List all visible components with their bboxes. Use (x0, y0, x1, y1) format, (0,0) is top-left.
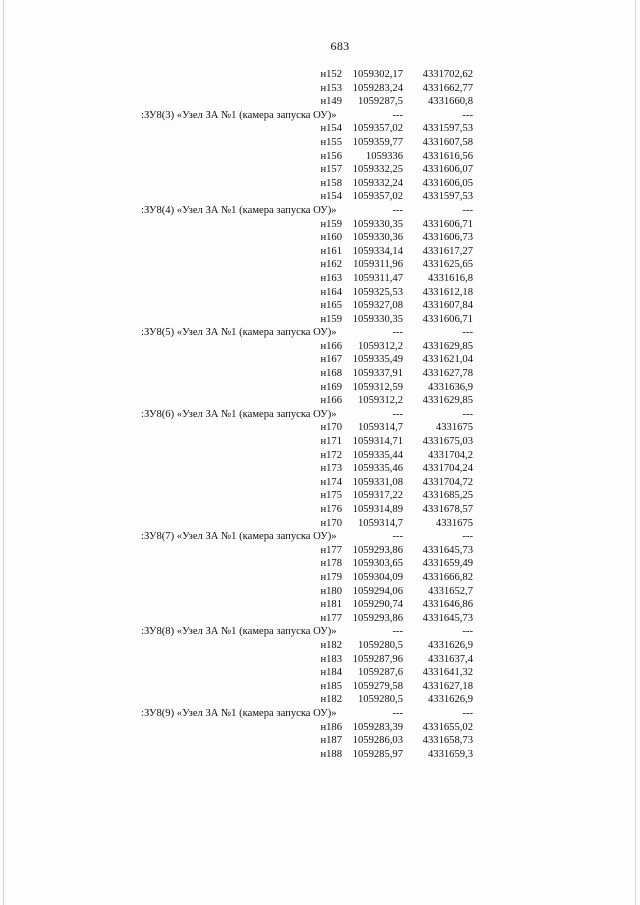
coordinate-row (0, 585, 640, 599)
coordinate-row (0, 299, 640, 313)
point-id: н177 (320, 544, 342, 556)
x-coordinate: 1059286,03 (352, 735, 403, 747)
y-coordinate: 4331625,65 (422, 259, 473, 271)
point-id: н154 (320, 123, 342, 135)
coordinate-row (0, 612, 640, 626)
y-coordinate: --- (462, 109, 473, 121)
y-coordinate: 4331645,73 (422, 612, 473, 624)
point-id: н182 (320, 639, 342, 651)
point-id: н181 (320, 599, 342, 611)
x-coordinate: 1059357,02 (352, 123, 403, 135)
coordinate-row (0, 639, 640, 653)
coordinate-row (0, 286, 640, 300)
coordinate-row (0, 693, 640, 707)
point-id: н155 (320, 136, 342, 148)
y-coordinate: 4331702,62 (422, 69, 473, 80)
y-coordinate: 4331597,53 (422, 191, 473, 203)
x-coordinate: --- (392, 204, 403, 216)
y-coordinate: 4331636,9 (427, 381, 473, 393)
y-coordinate: 4331660,8 (427, 96, 473, 108)
section-label: :ЗУ8(8) «Узел ЗА №1 (камера запуска ОУ)» (141, 626, 337, 638)
x-coordinate: 1059331,08 (352, 476, 403, 488)
x-coordinate: 1059335,46 (352, 463, 403, 475)
y-coordinate: 4331606,05 (422, 177, 473, 189)
point-id: н182 (320, 694, 342, 706)
point-id: н172 (320, 449, 342, 461)
point-id: н159 (320, 218, 342, 230)
coordinate-row (0, 122, 640, 136)
section-label: :ЗУ8(6) «Узел ЗА №1 (камера запуска ОУ)» (141, 408, 337, 420)
y-coordinate: 4331616,8 (427, 272, 473, 284)
point-id: н158 (320, 177, 342, 189)
coordinate-row (0, 666, 640, 680)
point-id: н156 (320, 150, 342, 162)
coordinate-row (0, 449, 640, 463)
x-coordinate: 1059293,86 (352, 544, 403, 556)
x-coordinate: 1059332,25 (352, 164, 403, 176)
coordinate-row (0, 421, 640, 435)
point-id: н175 (320, 490, 342, 502)
coordinate-row (0, 394, 640, 408)
coordinate-row (0, 748, 640, 762)
x-coordinate: 1059287,5 (357, 96, 403, 108)
y-coordinate: 4331621,04 (422, 354, 473, 366)
x-coordinate: 1059312,59 (352, 381, 403, 393)
y-coordinate: 4331606,73 (422, 232, 473, 244)
point-id: н185 (320, 680, 342, 692)
x-coordinate: 1059314,7 (357, 517, 403, 529)
y-coordinate: 4331612,18 (422, 286, 473, 298)
y-coordinate: --- (462, 204, 473, 216)
x-coordinate: 1059285,97 (352, 748, 403, 760)
y-coordinate: 4331659,3 (427, 748, 473, 760)
coordinate-row (0, 598, 640, 612)
coordinate-row (0, 258, 640, 272)
point-id: н153 (320, 82, 342, 94)
coordinate-row (0, 734, 640, 748)
coordinate-row (0, 653, 640, 667)
x-coordinate: 1059325,53 (352, 286, 403, 298)
x-coordinate: 1059290,74 (352, 599, 403, 611)
coordinate-row (0, 231, 640, 245)
point-id: н173 (320, 463, 342, 475)
coordinate-row (0, 367, 640, 381)
x-coordinate: 1059332,24 (352, 177, 403, 189)
x-coordinate: 1059287,96 (352, 653, 403, 665)
point-id: н180 (320, 585, 342, 597)
x-coordinate: 1059303,65 (352, 558, 403, 570)
x-coordinate: --- (392, 109, 403, 121)
coordinate-row (0, 517, 640, 531)
x-coordinate: --- (392, 327, 403, 339)
coordinate-row (0, 476, 640, 490)
coordinate-row (0, 82, 640, 96)
y-coordinate: --- (462, 408, 473, 420)
coordinate-row (0, 95, 640, 109)
x-coordinate: 1059335,49 (352, 354, 403, 366)
x-coordinate: --- (392, 408, 403, 420)
y-coordinate: 4331617,27 (422, 245, 473, 257)
y-coordinate: 4331629,85 (422, 395, 473, 407)
point-id: н170 (320, 517, 342, 529)
section-header-row (0, 408, 640, 422)
coordinate-row (0, 68, 640, 82)
y-coordinate: 4331675 (435, 517, 473, 529)
coordinate-row (0, 721, 640, 735)
x-coordinate: 1059287,6 (357, 667, 403, 679)
x-coordinate: 1059280,5 (357, 639, 403, 651)
coordinate-table (0, 68, 640, 761)
coordinate-row (0, 163, 640, 177)
point-id: н157 (320, 164, 342, 176)
x-coordinate: --- (392, 707, 403, 719)
coordinate-row (0, 313, 640, 327)
section-header-row (0, 326, 640, 340)
coordinate-row (0, 353, 640, 367)
coordinate-row (0, 272, 640, 286)
y-coordinate: 4331685,25 (422, 490, 473, 502)
x-coordinate: 1059280,5 (357, 694, 403, 706)
x-coordinate: 1059334,14 (352, 245, 403, 257)
point-id: н179 (320, 571, 342, 583)
coordinate-row (0, 462, 640, 476)
point-id: н166 (320, 395, 342, 407)
y-coordinate: 4331641,32 (422, 667, 473, 679)
section-label: :ЗУ8(4) «Узел ЗА №1 (камера запуска ОУ)» (141, 204, 337, 216)
y-coordinate: 4331658,73 (422, 735, 473, 747)
point-id: н168 (320, 368, 342, 380)
x-coordinate: 1059330,35 (352, 218, 403, 230)
y-coordinate: 4331626,9 (427, 639, 473, 651)
x-coordinate: 1059279,58 (352, 680, 403, 692)
x-coordinate: 1059283,24 (352, 82, 403, 94)
point-id: н170 (320, 422, 342, 434)
y-coordinate: --- (462, 531, 473, 543)
x-coordinate: 1059304,09 (352, 571, 403, 583)
x-coordinate: 1059335,44 (352, 449, 403, 461)
section-label: :ЗУ8(5) «Узел ЗА №1 (камера запуска ОУ)» (141, 327, 337, 339)
point-id: н169 (320, 381, 342, 393)
y-coordinate: --- (462, 707, 473, 719)
coordinate-row (0, 218, 640, 232)
x-coordinate: 1059317,22 (352, 490, 403, 502)
point-id: н183 (320, 653, 342, 665)
x-coordinate: 1059330,36 (352, 232, 403, 244)
y-coordinate: 4331646,86 (422, 599, 473, 611)
x-coordinate: 1059359,77 (352, 136, 403, 148)
coordinate-row (0, 177, 640, 191)
y-coordinate: 4331607,84 (422, 300, 473, 312)
y-coordinate: 4331606,07 (422, 164, 473, 176)
coordinate-row (0, 544, 640, 558)
point-id: н177 (320, 612, 342, 624)
coordinate-row (0, 571, 640, 585)
point-id: н171 (320, 436, 342, 448)
x-coordinate: 1059330,35 (352, 313, 403, 325)
section-label: :ЗУ8(9) «Узел ЗА №1 (камера запуска ОУ)» (141, 707, 337, 719)
x-coordinate: 1059314,89 (352, 504, 403, 515)
coordinate-row (0, 150, 640, 164)
point-id: н176 (320, 504, 342, 515)
y-coordinate: 4331606,71 (422, 313, 473, 325)
y-coordinate: 4331627,78 (422, 368, 473, 380)
x-coordinate: 1059314,71 (352, 436, 403, 448)
section-label: :ЗУ8(7) «Узел ЗА №1 (камера запуска ОУ)» (141, 531, 337, 543)
y-coordinate: 4331666,82 (422, 571, 473, 583)
point-id: н160 (320, 232, 342, 244)
coordinate-row (0, 680, 640, 694)
y-coordinate: 4331627,18 (422, 680, 473, 692)
x-coordinate: 1059302,17 (352, 69, 403, 80)
x-coordinate: 1059294,06 (352, 585, 403, 597)
y-coordinate: 4331606,71 (422, 218, 473, 230)
y-coordinate: 4331597,53 (422, 123, 473, 135)
point-id: н154 (320, 191, 342, 203)
point-id: н152 (320, 69, 342, 80)
section-header-row (0, 707, 640, 721)
y-coordinate: 4331655,02 (422, 721, 473, 733)
x-coordinate: --- (392, 626, 403, 638)
point-id: н162 (320, 259, 342, 271)
section-header-row (0, 625, 640, 639)
x-coordinate: 1059312,2 (357, 395, 403, 407)
point-id: н161 (320, 245, 342, 257)
y-coordinate: 4331704,2 (427, 449, 473, 461)
x-coordinate: --- (392, 531, 403, 543)
section-label: :ЗУ8(3) «Узел ЗА №1 (камера запуска ОУ)» (141, 109, 337, 121)
y-coordinate: 4331645,73 (422, 544, 473, 556)
point-id: н164 (320, 286, 342, 298)
x-coordinate: 1059312,2 (357, 340, 403, 352)
y-coordinate: --- (462, 327, 473, 339)
y-coordinate: 4331629,85 (422, 340, 473, 352)
y-coordinate: 4331659,49 (422, 558, 473, 570)
y-coordinate: 4331704,24 (422, 463, 473, 475)
x-coordinate: 1059283,39 (352, 721, 403, 733)
point-id: н165 (320, 300, 342, 312)
x-coordinate: 1059327,08 (352, 300, 403, 312)
y-coordinate: 4331675,03 (422, 436, 473, 448)
coordinate-row (0, 245, 640, 259)
y-coordinate: 4331616,56 (422, 150, 473, 162)
coordinate-row (0, 435, 640, 449)
x-coordinate: 1059314,7 (357, 422, 403, 434)
point-id: н186 (320, 721, 342, 733)
section-header-row (0, 109, 640, 123)
x-coordinate: 1059293,86 (352, 612, 403, 624)
coordinate-row (0, 190, 640, 204)
y-coordinate: 4331675 (435, 422, 473, 434)
point-id: н163 (320, 272, 342, 284)
point-id: н149 (320, 96, 342, 108)
y-coordinate: 4331607,58 (422, 136, 473, 148)
x-coordinate: 1059311,96 (353, 259, 403, 271)
y-coordinate: 4331704,72 (422, 476, 473, 488)
y-coordinate: 4331637,4 (427, 653, 473, 665)
point-id: н187 (320, 735, 342, 747)
point-id: н178 (320, 558, 342, 570)
section-header-row (0, 530, 640, 544)
y-coordinate: --- (462, 626, 473, 638)
x-coordinate: 1059357,02 (352, 191, 403, 203)
x-coordinate: 1059337,91 (352, 368, 403, 380)
x-coordinate: 1059336 (365, 150, 403, 162)
point-id: н174 (320, 476, 342, 488)
point-id: н166 (320, 340, 342, 352)
coordinate-row (0, 340, 640, 354)
coordinate-row (0, 136, 640, 150)
point-id: н188 (320, 748, 342, 760)
coordinate-row (0, 381, 640, 395)
x-coordinate: 1059311,47 (353, 272, 403, 284)
point-id: н159 (320, 313, 342, 325)
coordinate-row (0, 503, 640, 517)
y-coordinate: 4331662,77 (422, 82, 473, 94)
y-coordinate: 4331678,57 (422, 504, 473, 515)
point-id: н167 (320, 354, 342, 366)
section-header-row (0, 204, 640, 218)
page-number: 683 (330, 39, 350, 53)
coordinate-row (0, 557, 640, 571)
coordinate-row (0, 489, 640, 503)
y-coordinate: 4331626,9 (427, 694, 473, 706)
y-coordinate: 4331652,7 (427, 585, 473, 597)
point-id: н184 (320, 667, 342, 679)
